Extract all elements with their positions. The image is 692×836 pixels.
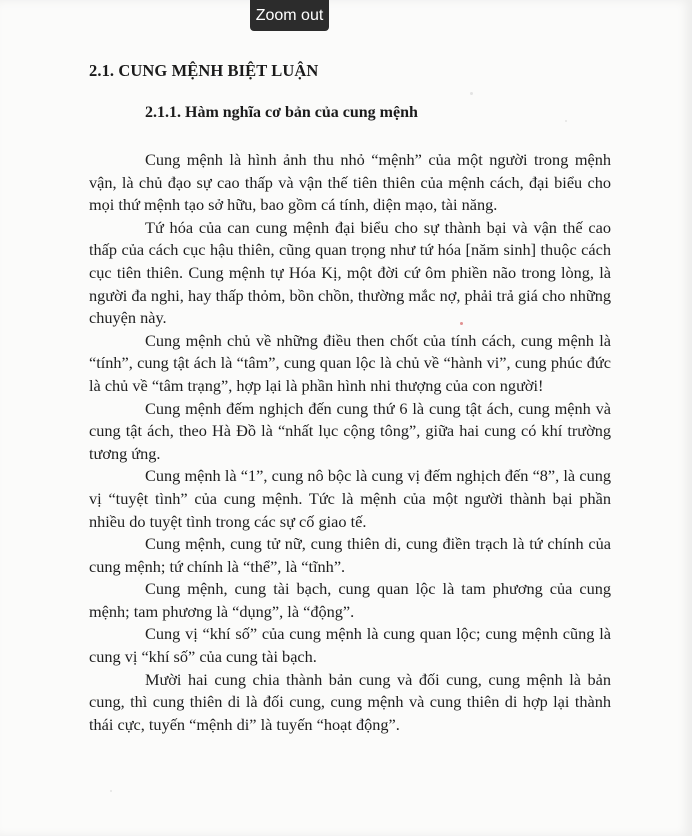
- section-title: 2.1. CUNG MỆNH BIỆT LUẬN: [89, 61, 319, 80]
- subsection-title: 2.1.1. Hàm nghĩa cơ bản của cung mệnh: [145, 104, 418, 121]
- paragraph: Cung mệnh, cung tài bạch, cung quan lộc là tam phương của cung mệnh; tam phương là “dụng”, là “động”.: [89, 579, 611, 621]
- paragraph: Cung vị “khí số” của cung mệnh là cung quan lộc; cung mệnh cũng là cung vị “khí số” của cung tài bạch.: [89, 624, 611, 667]
- scan-speck: [110, 790, 112, 792]
- paragraph: Cung mệnh đếm nghịch đến cung thứ 6 là cung tật ách, cung mệnh và cung tật ách, theo Hà Đồ là “nhất lục cộng tông”, giữa hai cung có khí trường tương ứng.: [89, 398, 611, 463]
- paragraph: Cung mệnh, cung tử nữ, cung thiên di, cung điền trạch là tứ chính của cung mệnh; tứ chính là “thể”, là “tĩnh”.: [89, 534, 611, 576]
- body-text: [89, 149, 611, 736]
- paragraph: Cung mệnh chủ về những điều then chốt của tính cách, cung mệnh là “tính”, cung tật ách là “tâm”, cung quan lộc là chủ về “hành vi”, cung phúc đức là chủ về “tâm trạng”, hợp lại là phần hình nhi thượng của con người!: [89, 330, 611, 395]
- paragraph: Mười hai cung chia thành bản cung và đối cung, cung mệnh là bản cung, thì cung thiên di là đối cung, cung mệnh và cung thiên di hợp lại thành thái cực, tuyến “mệnh di” là tuyến “hoạt động”.: [89, 669, 611, 734]
- scan-speck: [470, 92, 473, 95]
- paragraph: Cung mệnh là “1”, cung nô bộc là cung vị đếm nghịch đến “8”, là cung vị “tuyệt tình” của cung mệnh. Tức là mệnh của một người thành bại phần nhiều do tuyệt tình trong các sự cố giao tế.: [89, 466, 611, 531]
- scan-speck: [565, 120, 567, 122]
- zoom-out-button[interactable]: Zoom out: [250, 0, 329, 31]
- paragraph: Cung mệnh là hình ảnh thu nhỏ “mệnh” của một người trong mệnh vận, là chủ đạo sự cao thấp và vận thế tiên thiên của mệnh cách, đại biểu cho mọi thứ mệnh tạo sở hữu, bao gồm cá tính, diện mạo, tài năng.: [89, 150, 611, 215]
- paragraph: Tứ hóa của can cung mệnh đại biểu cho sự thành bại và vận thế cao thấp của cách cục hậu thiên, cũng quan trọng như tứ hóa [năm sinh] thuộc cách cục tiên thiên. Cung mệnh tự Hóa Kị, một đời cứ ôm phiền não trong lòng, là người đa nghi, hay thấp thỏm, bồn chồn, thường mắc nợ, phải trả giá cho những chuyện này.: [89, 217, 611, 328]
